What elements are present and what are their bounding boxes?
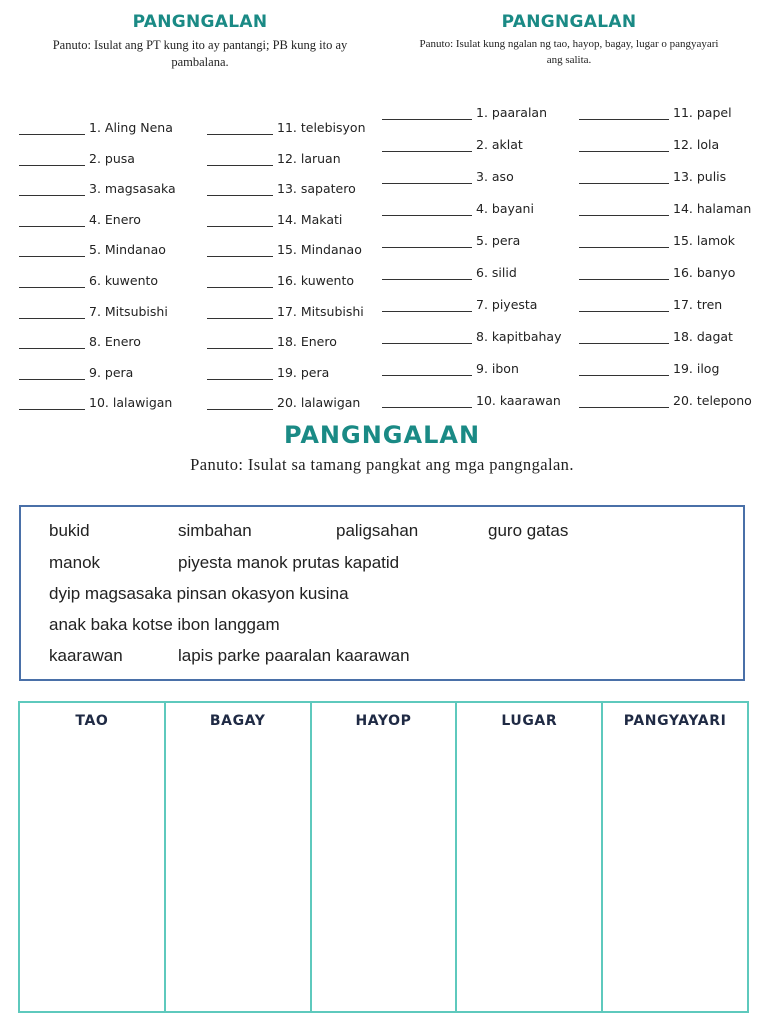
item-label: 19. ilog: [673, 361, 720, 376]
item-row: [207, 151, 341, 166]
item-label: 9. pera: [89, 364, 134, 380]
answer-blank[interactable]: [579, 139, 669, 152]
word-box: [19, 505, 745, 681]
item-label: 16. banyo: [673, 265, 736, 280]
item-label: 13. sapatero: [277, 181, 356, 197]
item-label: 8. kapitbahay: [476, 329, 562, 344]
item-label: 13. pulis: [673, 169, 727, 184]
item-label: 4. Enero: [89, 211, 141, 227]
answer-blank[interactable]: [19, 214, 85, 227]
category-header: BAGAY: [209, 713, 266, 729]
item-label: 17. Mitsubishi: [277, 303, 364, 319]
answer-blank[interactable]: [207, 153, 273, 166]
item-label: 2. pusa: [89, 150, 135, 166]
answer-blank[interactable]: [207, 122, 273, 135]
item-label: 6. silid: [476, 265, 517, 280]
category-header: LUGAR: [501, 713, 558, 729]
answer-blank[interactable]: [19, 183, 85, 196]
category-column-pangyayari[interactable]: [603, 703, 747, 1011]
item-row: [579, 137, 719, 152]
answer-blank[interactable]: [579, 235, 669, 248]
item-label: 14. Makati: [277, 211, 343, 227]
answer-blank[interactable]: [19, 153, 85, 166]
item-label: 12. lola: [673, 137, 720, 152]
word: simbahan: [178, 521, 252, 540]
answer-blank[interactable]: [207, 214, 273, 227]
word: manok: [49, 553, 101, 572]
item-label: 18. Enero: [277, 334, 337, 350]
item-row: [207, 212, 342, 227]
answer-blank[interactable]: [207, 244, 273, 257]
item-label: 4. bayani: [476, 201, 534, 216]
answer-blank[interactable]: [19, 336, 85, 349]
category-header: TAO: [75, 713, 109, 729]
item-row: [19, 273, 158, 288]
item-row: [382, 137, 523, 152]
item-label: 5. Mindanao: [89, 242, 166, 258]
item-row: [382, 361, 519, 376]
item-row: [207, 181, 356, 196]
category-column-lugar[interactable]: [457, 703, 603, 1011]
item-label: 18. dagat: [673, 329, 733, 344]
item-label: 19. pera: [277, 364, 330, 380]
answer-blank[interactable]: [579, 203, 669, 216]
category-column-bagay[interactable]: [166, 703, 312, 1011]
answer-blank[interactable]: [207, 397, 273, 410]
answer-blank[interactable]: [19, 306, 85, 319]
item-label: 17. tren: [673, 297, 723, 312]
item-row: [382, 201, 534, 216]
category-table: [18, 701, 749, 1013]
item-label: 7. piyesta: [476, 297, 538, 312]
item-row: [579, 201, 751, 216]
category-column-tao[interactable]: [20, 703, 166, 1011]
item-label: 1. Aling Nena: [89, 120, 173, 135]
item-row: [382, 233, 520, 248]
answer-blank[interactable]: [382, 395, 472, 408]
item-label: 16. kuwento: [277, 273, 355, 288]
item-row: [19, 120, 173, 135]
item-row: [579, 393, 752, 408]
answer-blank[interactable]: [382, 299, 472, 312]
answer-blank[interactable]: [19, 275, 85, 288]
answer-blank[interactable]: [382, 203, 472, 216]
section1-title: PANGNGALAN: [132, 12, 268, 32]
item-row: [207, 304, 364, 319]
item-label: 7. Mitsubishi: [89, 303, 168, 319]
item-row: [382, 329, 561, 344]
item-row: [382, 265, 517, 280]
word: kaarawan: [49, 646, 123, 665]
item-row: [19, 181, 176, 196]
item-label: 10. kaarawan: [476, 393, 561, 408]
answer-blank[interactable]: [579, 107, 669, 120]
answer-blank[interactable]: [579, 299, 669, 312]
section1-instruction: Panuto: Isulat ang PT kung ito ay pantangi; PB kung ito ay pambalana.: [52, 38, 348, 69]
item-row: [382, 393, 561, 408]
answer-blank[interactable]: [579, 331, 669, 344]
answer-blank[interactable]: [19, 244, 85, 257]
item-label: 8. Enero: [89, 334, 141, 350]
answer-blank[interactable]: [382, 107, 472, 120]
category-column-hayop[interactable]: [312, 703, 458, 1011]
item-row: [382, 105, 547, 120]
section3-title: PANGNGALAN: [283, 421, 481, 449]
item-row: [382, 169, 514, 184]
item-label: 11. telebisyon: [277, 120, 366, 135]
word: bukid: [49, 521, 90, 540]
word-group: piyesta manok prutas kapatid: [178, 553, 400, 572]
item-row: [579, 329, 733, 344]
item-row: [579, 169, 726, 184]
item-row: [19, 151, 135, 166]
item-row: [207, 242, 362, 257]
section3-instruction: Panuto: Isulat sa tamang pangkat ang mga pangngalan.: [190, 455, 574, 474]
item-label: 14. halaman: [673, 201, 752, 216]
answer-blank[interactable]: [382, 139, 472, 152]
answer-blank[interactable]: [579, 363, 669, 376]
section2-title: PANGNGALAN: [501, 12, 637, 32]
item-label: 3. aso: [476, 169, 514, 184]
answer-blank[interactable]: [207, 367, 273, 380]
answer-blank[interactable]: [382, 363, 472, 376]
answer-blank[interactable]: [579, 395, 669, 408]
item-label: 9. ibon: [476, 361, 519, 376]
item-row: [207, 273, 354, 288]
item-row: [382, 297, 537, 312]
item-row: [579, 265, 735, 280]
answer-blank[interactable]: [207, 336, 273, 349]
item-label: 20. lalawigan: [277, 395, 361, 411]
item-row: [207, 334, 337, 349]
answer-blank[interactable]: [579, 171, 669, 184]
category-header: PANGYAYARI: [623, 713, 727, 729]
section2-instruction: Panuto: Isulat kung ngalan ng tao, hayop, bagay, lugar o pangyayari ang salita.: [419, 38, 719, 66]
answer-blank[interactable]: [19, 122, 85, 135]
item-row: [19, 334, 141, 349]
word-group: dyip magsasaka pinsan okasyon kusina: [49, 584, 349, 603]
word: guro gatas: [488, 521, 569, 540]
category-header: HAYOP: [355, 713, 412, 729]
answer-blank[interactable]: [382, 331, 472, 344]
item-row: [207, 365, 329, 380]
item-row: [579, 361, 719, 376]
answer-blank[interactable]: [19, 367, 85, 380]
item-row: [207, 395, 360, 410]
item-row: [579, 297, 722, 312]
item-row: [19, 365, 133, 380]
item-row: [19, 395, 172, 410]
item-label: 1. paaralan: [476, 105, 548, 120]
answer-blank[interactable]: [19, 397, 85, 410]
item-row: [579, 105, 732, 120]
item-label: 3. magsasaka: [89, 181, 176, 197]
item-row: [19, 242, 166, 257]
item-label: 10. lalawigan: [89, 395, 173, 411]
item-row: [207, 120, 366, 135]
answer-blank[interactable]: [579, 267, 669, 280]
item-label: 11. papel: [673, 105, 732, 120]
answer-blank[interactable]: [207, 183, 273, 196]
answer-blank[interactable]: [382, 235, 472, 248]
item-label: 2. aklat: [476, 137, 523, 152]
item-row: [19, 304, 168, 319]
item-label: 20. telepono: [673, 393, 752, 408]
word-group: anak baka kotse ibon langgam: [49, 615, 280, 634]
item-label: 6. kuwento: [89, 273, 159, 288]
item-label: 5. pera: [476, 233, 521, 248]
item-row: [19, 212, 141, 227]
answer-blank[interactable]: [382, 267, 472, 280]
answer-blank[interactable]: [207, 275, 273, 288]
word-group: lapis parke paaralan kaarawan: [178, 646, 410, 665]
item-label: 15. lamok: [673, 233, 736, 248]
answer-blank[interactable]: [382, 171, 472, 184]
item-label: 12. laruan: [277, 150, 341, 166]
answer-blank[interactable]: [207, 306, 273, 319]
item-label: 15. Mindanao: [277, 242, 362, 258]
item-row: [579, 233, 735, 248]
word: paligsahan: [336, 521, 419, 540]
